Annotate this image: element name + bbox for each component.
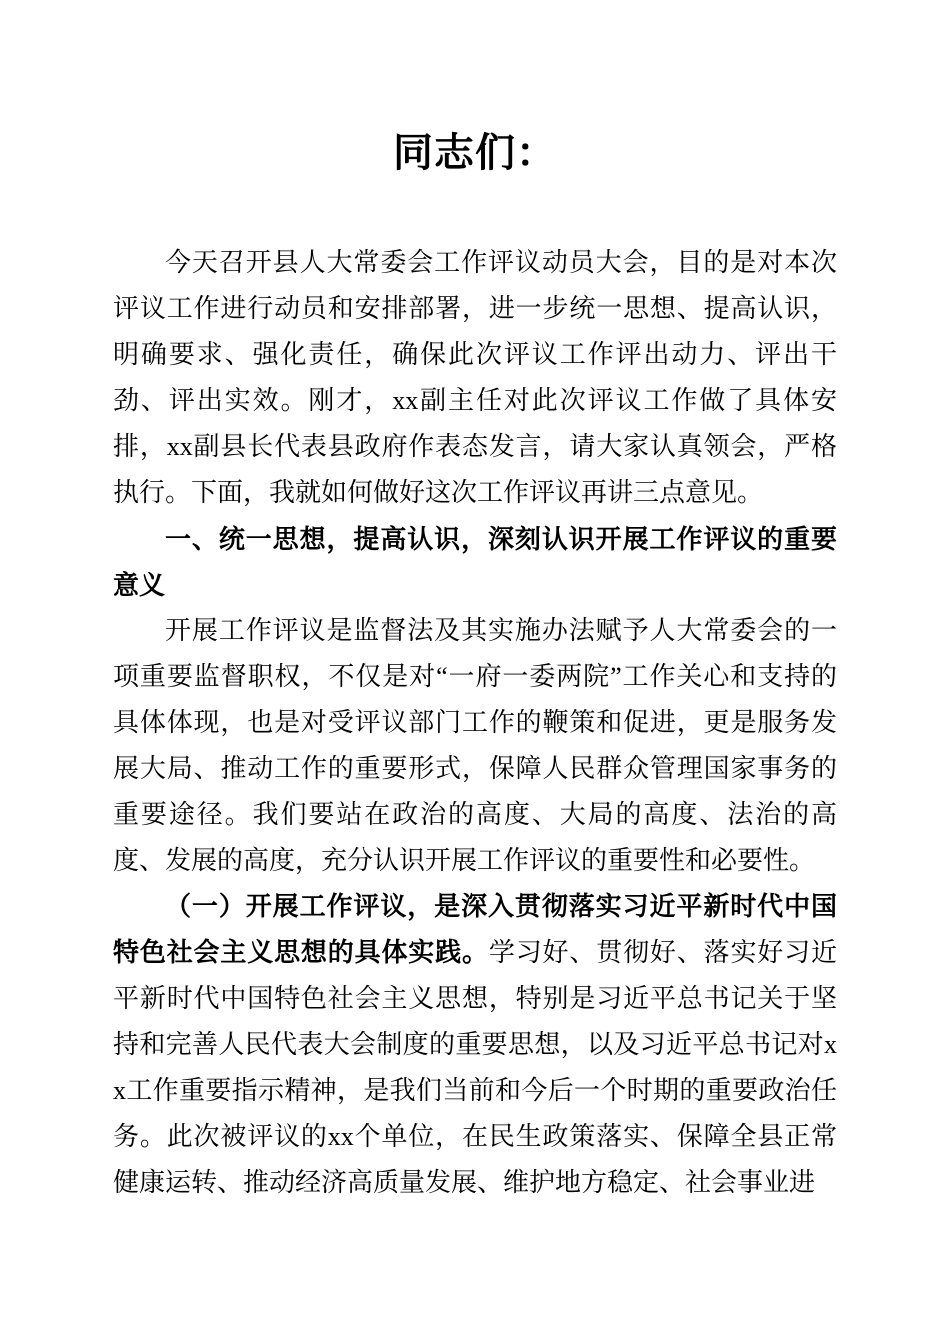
paragraph-body-2-rest: 学习好、贯彻好、落实好习近平新时代中国特色社会主义思想，特别是习近平总书记关于坚持和完善人民代表大会制度的重要思想，以及习近平总书记对xx工作重要指示精神，是我们当前和今后一个时期的重要政治任务。此次被评议的xx个单位，在民生政策落实、保障全县正常健康运转、推动经济高质量发展、维护地方稳定、社会事业进 — [113, 938, 837, 1197]
document-title: 同志们： — [393, 130, 557, 175]
paragraph-body-2-lead: （一）开展工作评议，是深入贯彻落实习近平新时代中国特色社会主义思想的具体实践。 — [113, 892, 837, 967]
paragraph-body-2 — [113, 884, 837, 1206]
paragraph-intro: 今天召开县人大常委会工作评议动员大会，目的是对本次评议工作进行动员和安排部署，进一步统一思想、提高认识，明确要求、强化责任，确保此次评议工作评出动力、评出干劲、评出实效。刚才，xx副主任对此次评议工作做了具体安排，xx副县长代表县政府作表态发言，请大家认真领会，严格执行。下面，我就如何做好这次工作评议再讲三点意见。 — [113, 248, 837, 507]
paragraph-body-1: 开展工作评议是监督法及其实施办法赋予人大常委会的一项重要监督职权，不仅是对“一府一委两院”工作关心和支持的具体体现，也是对受评议部门工作的鞭策和促进，更是服务发展大局、推动工作的重要形式，保障人民群众管理国家事务的重要途径。我们要站在政治的高度、大局的高度、法治的高度、发展的高度，充分认识开展工作评议的重要性和必要性。 — [113, 616, 837, 875]
section-heading-1: 一、统一思想，提高认识，深刻认识开展工作评议的重要意义 — [113, 524, 837, 600]
